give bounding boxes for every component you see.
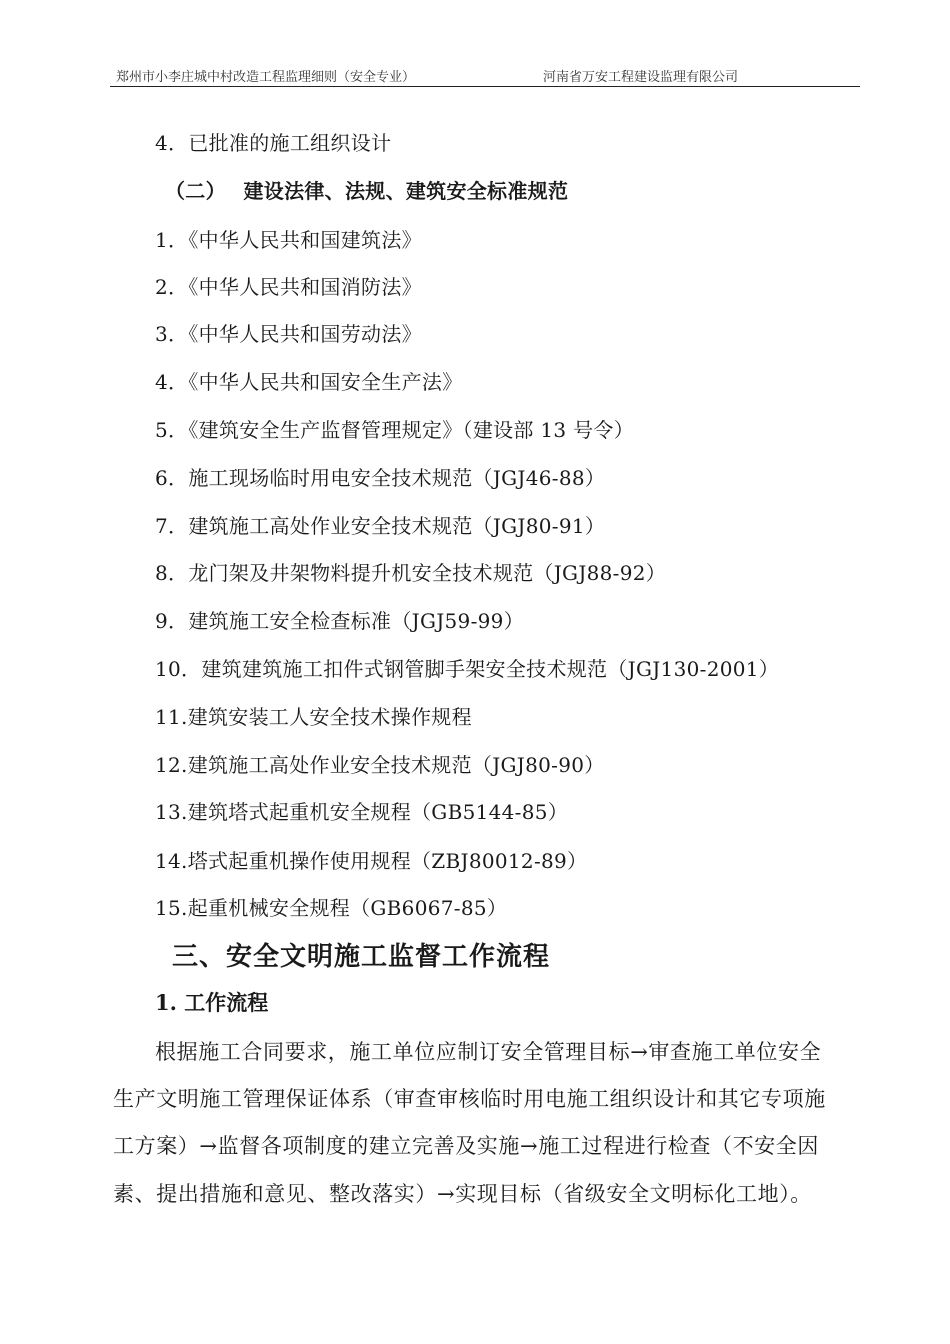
paragraph-line: 根据施工合同要求，施工单位应制订安全管理目标→审查施工单位安全 (155, 1040, 822, 1064)
list-item: 9．建筑施工安全检查标准（JGJ59-99） (155, 609, 524, 633)
section-title-laws-standards: （二） 建设法律、法规、建筑安全标准规范 (165, 179, 569, 203)
list-item: 2．《中华人民共和国消防法》 (155, 275, 422, 299)
list-item: 5．《建筑安全生产监督管理规定》（建设部 13 号令） (155, 418, 634, 442)
header-project-title: 郑州市小李庄城中村改造工程监理细则（安全专业） (116, 70, 416, 85)
subsection-title-workflow: 1. 工作流程 (155, 990, 269, 1015)
paragraph-line: 生产文明施工管理保证体系（审查审核临时用电施工组织设计和其它专项施 (113, 1087, 826, 1111)
header-company-name: 河南省万安工程建设监理有限公司 (543, 70, 739, 85)
list-item: 12.建筑施工高处作业安全技术规范（JGJ80-90） (155, 753, 605, 777)
page-header (110, 66, 860, 87)
paragraph-line: 素、提出措施和意见、整改落实）→实现目标（省级安全文明标化工地）。 (113, 1182, 812, 1206)
list-item: 14.塔式起重机操作使用规程（ZBJ80012-89） (155, 849, 588, 873)
paragraph-line: 工方案）→监督各项制度的建立完善及实施→施工过程进行检查（不安全因 (113, 1134, 819, 1158)
list-item: 7．建筑施工高处作业安全技术规范（JGJ80-91） (155, 514, 606, 538)
list-item: 15.起重机械安全规程（GB6067-85） (155, 896, 508, 920)
list-item: 1．《中华人民共和国建筑法》 (155, 228, 422, 252)
list-item: 8．龙门架及井架物料提升机安全技术规范（JGJ88-92） (155, 561, 667, 585)
list-item: 4．《中华人民共和国安全生产法》 (155, 370, 463, 394)
list-item: 6．施工现场临时用电安全技术规范（JGJ46-88） (155, 466, 606, 490)
list-item-approved-design: 4．已批准的施工组织设计 (155, 131, 392, 155)
list-item: 3．《中华人民共和国劳动法》 (155, 322, 422, 346)
list-item: 11.建筑安装工人安全技术操作规程 (155, 705, 472, 729)
list-item: 10．建筑建筑施工扣件式钢管脚手架安全技术规范（JGJ130-2001） (155, 657, 780, 681)
chapter-title-safety-workflow: 三、安全文明施工监督工作流程 (172, 942, 551, 972)
list-item: 13.建筑塔式起重机安全规程（GB5144-85） (155, 800, 569, 824)
